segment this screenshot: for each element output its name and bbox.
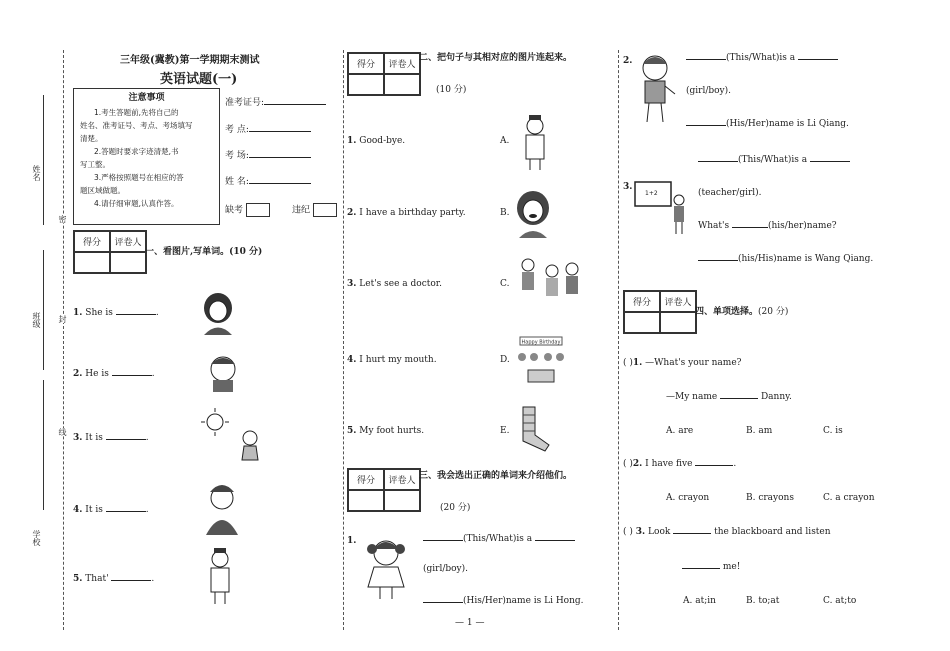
exam-subtitle: 英语试题(一) <box>160 72 238 87</box>
column-divider-1 <box>343 50 344 630</box>
room-label: 考 场: <box>225 151 249 161</box>
name-field-label: 姓 名: <box>225 177 249 187</box>
s2-letter-a: A. <box>500 136 510 146</box>
school-line <box>43 380 44 510</box>
section3-points: (20 分) <box>440 503 471 513</box>
s4-q1: ( )1. —What's your name? <box>623 358 742 368</box>
class-label: 班级 <box>32 312 41 328</box>
grader-label: 评卷人 <box>110 231 146 252</box>
notice-line: 题区域做题。 <box>80 186 125 195</box>
doctor-picture <box>200 546 240 604</box>
section3-title: 三、我会选出正确的单词来介绍他们。 <box>419 471 573 481</box>
s4-q1-opt-a[interactable]: A. are <box>666 426 694 436</box>
s4-q2-opt-b[interactable]: B. crayons <box>746 493 794 503</box>
s2-item-3: 3. Let's see a doctor. <box>347 279 442 289</box>
s3-2-line1: (This/What)is a <box>686 52 838 64</box>
seal-mi: 密 <box>58 215 67 223</box>
room-field[interactable] <box>225 150 311 162</box>
s3-3-line4: (his/His)name is Wang Qiang. <box>698 253 873 265</box>
score-label: 得分 <box>348 53 384 74</box>
violation-field[interactable] <box>292 203 337 217</box>
notice-line: 4.请仔细审题,认真作答。 <box>94 199 179 208</box>
s4-q2: ( )2. I have five . <box>623 459 737 469</box>
score-label: 得分 <box>624 291 660 312</box>
exam-title: 三年级(冀教)第一学期期末测试 <box>120 55 260 66</box>
notice-line: 姓名、准考证号、考点、考场填写 <box>80 121 193 130</box>
s4-q1-opt-b[interactable]: B. am <box>746 426 773 436</box>
answer-blank[interactable] <box>423 540 463 541</box>
s2-letter-b: B. <box>500 208 510 218</box>
violation-box[interactable] <box>313 203 337 217</box>
site-field[interactable] <box>225 124 311 136</box>
class-line <box>43 250 44 370</box>
answer-blank[interactable] <box>116 314 156 315</box>
s4-q1-line2: —My name Danny. <box>666 392 792 402</box>
s3-1-line3: (His/Her)name is Li Hong. <box>423 595 584 607</box>
s4-q3-opt-b[interactable]: B. to;at <box>746 596 780 606</box>
answer-blank[interactable] <box>106 439 146 440</box>
exam-number-field[interactable] <box>225 97 326 109</box>
girl-picture <box>198 290 238 335</box>
s2-item-1: 1. Good-bye. <box>347 136 406 146</box>
answer-blank[interactable] <box>686 59 726 60</box>
s4-q2-opt-a[interactable]: A. crayon <box>666 493 710 503</box>
answer-blank[interactable] <box>720 398 758 399</box>
section1-title: 一、看图片,写单词。(10 分) <box>145 247 263 257</box>
s3-item-2-num: 2. <box>623 56 633 66</box>
answer-blank[interactable] <box>695 465 733 466</box>
s4-q1-opt-c[interactable]: C. is <box>823 426 843 436</box>
exam-number-label: 准考证号: <box>225 98 265 108</box>
name-field[interactable] <box>225 176 311 188</box>
answer-blank[interactable] <box>698 161 738 162</box>
s3-3-line1: (This/What)is a <box>698 154 850 166</box>
notice-heading: 注意事项 <box>128 93 165 103</box>
birthday-party-picture <box>512 335 570 390</box>
answer-blank[interactable] <box>673 533 711 534</box>
answer-blank[interactable] <box>798 59 838 60</box>
s1-item-2: 2. He is . <box>73 369 155 379</box>
s2-item-2: 2. I have a birthday party. <box>347 208 466 218</box>
section2-title: 二、把句子与其相对应的图片连起来。 <box>419 53 573 63</box>
grader-label: 评卷人 <box>660 291 696 312</box>
s2-item-4: 4. I hurt my mouth. <box>347 355 437 365</box>
notice-line: 2.答题时要求字迹清楚,书 <box>94 147 179 156</box>
s3-2-line2: (girl/boy). <box>686 86 731 96</box>
doctor-picture <box>518 112 552 170</box>
section2-points: (10 分) <box>436 85 467 95</box>
score-box-4 <box>623 290 697 334</box>
name-line <box>43 95 44 225</box>
grader-label: 评卷人 <box>384 469 420 490</box>
column-divider-2 <box>618 50 619 630</box>
s2-letter-e: E. <box>500 426 510 436</box>
s3-1-line2: (girl/boy). <box>423 564 468 574</box>
seal-feng: 封 <box>58 315 67 323</box>
s1-item-3: 3. It is . <box>73 433 149 443</box>
s3-item-3-num: 3. <box>623 182 633 192</box>
s1-item-4: 4. It is . <box>73 505 149 515</box>
answer-blank[interactable] <box>106 511 146 512</box>
sunny-day-picture <box>200 408 275 468</box>
s4-q3-line2: me! <box>682 561 740 573</box>
answer-blank[interactable] <box>686 125 726 126</box>
answer-blank[interactable] <box>810 161 850 162</box>
cold-day-picture <box>200 480 245 535</box>
s3-3-line2: (teacher/girl). <box>698 188 762 198</box>
s3-3-line3: What's (his/her)name? <box>698 221 837 231</box>
binding-dashed-line <box>63 50 64 630</box>
s4-q3-opt-a[interactable]: A. at;in <box>683 596 716 606</box>
notice-line: 写工整。 <box>80 160 110 169</box>
s2-item-5: 5. My foot hurts. <box>347 426 425 436</box>
s4-q3-opt-c[interactable]: C. at;to <box>823 596 857 606</box>
s4-q2-opt-c[interactable]: C. a crayon <box>823 493 875 503</box>
absent-label: 缺考 <box>225 205 244 216</box>
s3-1-line1: (This/What)is a <box>423 533 575 545</box>
notice-line: 1.考生答题前,先将自己的 <box>94 108 179 117</box>
children-waving-picture <box>514 255 584 310</box>
girl-hurt-mouth-picture <box>513 188 553 238</box>
answer-blank[interactable] <box>423 602 463 603</box>
score-label: 得分 <box>348 469 384 490</box>
grader-label: 评卷人 <box>384 53 420 74</box>
birthday-banner-text: Happy Birthday <box>521 339 561 346</box>
answer-blank[interactable] <box>682 568 720 569</box>
li-hong-girl-picture <box>360 535 412 601</box>
s2-letter-c: C. <box>500 279 510 289</box>
name-label: 姓名 <box>32 165 41 181</box>
seal-xian: 线 <box>58 428 67 436</box>
s1-item-1: 1. She is . <box>73 308 159 318</box>
absent-field[interactable] <box>225 203 270 217</box>
hurt-foot-picture <box>505 405 557 455</box>
s2-letter-d: D. <box>500 355 510 365</box>
notice-box <box>73 88 220 225</box>
school-label: 学校 <box>32 530 41 546</box>
absent-box[interactable] <box>246 203 270 217</box>
page-number: — 1 — <box>455 618 485 628</box>
li-qiang-boy-picture <box>633 52 678 124</box>
answer-blank[interactable] <box>112 375 152 376</box>
blackboard-text: 1+2 <box>645 190 658 197</box>
s3-2-line3: (His/Her)name is Li Qiang. <box>686 118 849 130</box>
answer-blank[interactable] <box>111 580 151 581</box>
notice-line: 3.严格按照题号在相应的答 <box>94 173 184 182</box>
site-label: 考 点: <box>225 125 249 135</box>
s3-item-1-num: 1. <box>347 536 357 546</box>
violation-label: 违纪 <box>292 205 311 216</box>
answer-blank[interactable] <box>535 540 575 541</box>
answer-blank[interactable] <box>732 227 768 228</box>
boy-picture <box>203 352 241 392</box>
notice-line: 清楚。 <box>80 134 103 143</box>
notice-body <box>74 104 219 212</box>
score-box-3 <box>347 468 421 512</box>
section4-title: 四、单项选择。(20 分) <box>695 307 789 317</box>
score-box-1 <box>73 230 147 274</box>
s4-q3: ( ) 3. Look the blackboard and listen <box>623 527 831 537</box>
answer-blank[interactable] <box>698 260 738 261</box>
score-box-2 <box>347 52 421 96</box>
s1-item-5: 5. That' . <box>73 574 155 584</box>
score-label: 得分 <box>74 231 110 252</box>
teacher-blackboard-picture <box>633 180 691 235</box>
